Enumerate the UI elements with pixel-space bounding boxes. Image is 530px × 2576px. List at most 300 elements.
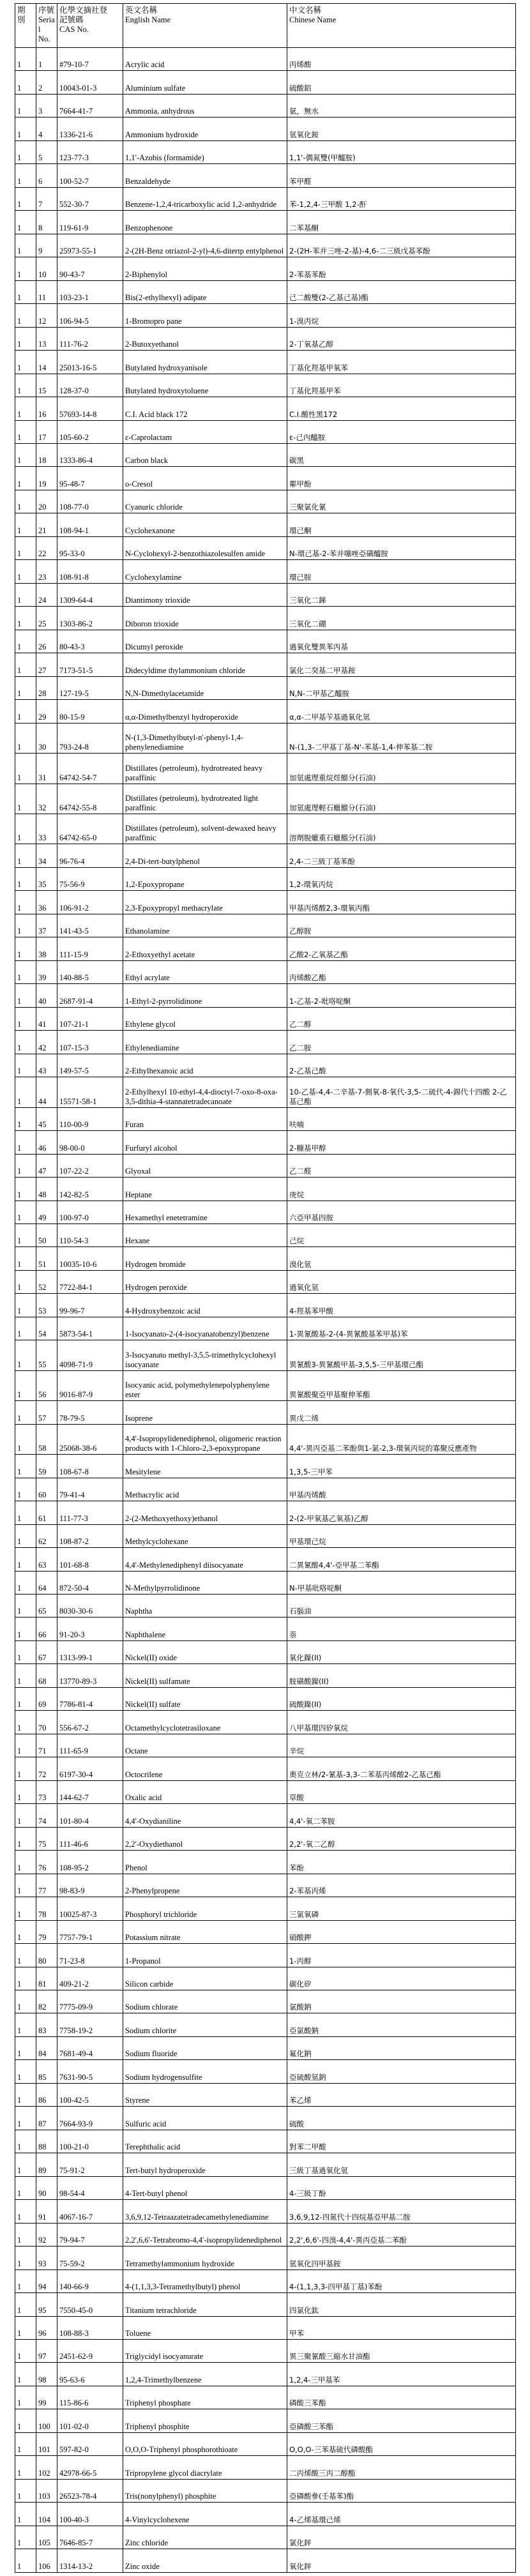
english-name-cell: Nickel(II) sulfate xyxy=(123,1687,287,1710)
cas-no-cell: 2687-91-4 xyxy=(57,984,123,1007)
header-english-name xyxy=(123,4,287,48)
chinese-name-cell: 2,2',6,6'-四溴-4,4'-異丙亞基二苯酚 xyxy=(287,2223,516,2246)
serial-no-cell: 20 xyxy=(36,490,57,513)
english-name-cell: 2,2'-Oxydiethanol xyxy=(123,1827,287,1850)
cas-no-cell: 108-88-3 xyxy=(57,2316,123,2339)
cas-no-cell: 7681-49-4 xyxy=(57,2036,123,2059)
table-row xyxy=(15,71,516,94)
table-row xyxy=(15,164,516,187)
table-row xyxy=(15,1340,516,1370)
serial-no-cell: 19 xyxy=(36,467,57,490)
english-name-cell: Terephthalic acid xyxy=(123,2130,287,2153)
cas-no-cell: 2451-62-9 xyxy=(57,2340,123,2363)
chinese-name-cell: 苯-1,2,4-三甲酸 1,2-酐 xyxy=(287,187,516,210)
header-line: Chinese Name xyxy=(289,15,337,24)
period-cell: 1 xyxy=(15,1317,36,1340)
serial-no-cell: 12 xyxy=(36,304,57,327)
serial-no-cell: 50 xyxy=(36,1224,57,1246)
cas-no-cell: 13770-89-3 xyxy=(57,1664,123,1687)
cas-no-cell: 75-56-9 xyxy=(57,867,123,890)
table-row xyxy=(15,1990,516,2013)
period-cell: 1 xyxy=(15,1455,36,1478)
english-name-cell: Octamethylcyclotetrasiloxane xyxy=(123,1711,287,1734)
serial-no-cell: 64 xyxy=(36,1571,57,1594)
english-name-cell: Benzaldehyde xyxy=(123,164,287,187)
serial-no-cell: 105 xyxy=(36,2526,57,2549)
cas-no-cell: 111-76-2 xyxy=(57,327,123,350)
period-cell: 1 xyxy=(15,420,36,443)
cas-no-cell: 140-88-5 xyxy=(57,960,123,983)
chinese-name-cell: 對苯二甲酸 xyxy=(287,2130,516,2153)
chinese-name-cell: 呋喃 xyxy=(287,1107,516,1130)
table-row xyxy=(15,1270,516,1293)
table-row xyxy=(15,984,516,1007)
table-row xyxy=(15,700,516,723)
period-cell: 1 xyxy=(15,1154,36,1177)
serial-no-cell: 36 xyxy=(36,891,57,914)
english-name-cell: Ethyl acrylate xyxy=(123,960,287,983)
header-line: English Name xyxy=(125,15,171,24)
table-row xyxy=(15,2479,516,2502)
period-cell: 1 xyxy=(15,1711,36,1734)
cas-no-cell: 95-63-6 xyxy=(57,2363,123,2386)
table-row xyxy=(15,257,516,280)
chinese-name-cell: 奧克立林/2-氰基-3,3-二苯基丙烯酸2-乙基己酯 xyxy=(287,1757,516,1780)
table-row xyxy=(15,1851,516,1874)
cas-no-cell: 111-15-9 xyxy=(57,937,123,960)
period-cell: 1 xyxy=(15,2526,36,2549)
serial-no-cell: 71 xyxy=(36,1734,57,1757)
english-name-cell: 2-Ethoxyethyl acetate xyxy=(123,937,287,960)
serial-no-cell: 101 xyxy=(36,2432,57,2455)
period-cell: 1 xyxy=(15,513,36,536)
period-cell: 1 xyxy=(15,2503,36,2526)
period-cell: 1 xyxy=(15,117,36,140)
cas-no-cell: 7646-85-7 xyxy=(57,2526,123,2549)
chinese-name-cell: 苯酚 xyxy=(287,1851,516,1874)
english-name-cell: Distillates (petroleum), hydrotreated light paraffinic xyxy=(123,784,287,814)
chinese-name-cell: 1,1'-偶氮雙(甲醯胺) xyxy=(287,140,516,163)
chinese-name-cell: 異氰酸聚亞甲基聚伸苯酯 xyxy=(287,1370,516,1400)
cas-no-cell: 25013-16-5 xyxy=(57,351,123,374)
period-cell: 1 xyxy=(15,937,36,960)
period-cell: 1 xyxy=(15,1595,36,1618)
table-row xyxy=(15,844,516,867)
period-cell: 1 xyxy=(15,1827,36,1850)
period-cell: 1 xyxy=(15,2107,36,2130)
chinese-name-cell: 硫酸鎳(II) xyxy=(287,1687,516,1710)
chinese-name-cell: 丁基化羥基甲苯 xyxy=(287,374,516,397)
serial-no-cell: 18 xyxy=(36,443,57,466)
table-row xyxy=(15,187,516,210)
table-row xyxy=(15,1224,516,1246)
cas-no-cell: 108-95-2 xyxy=(57,1851,123,1874)
chinese-name-cell: 2-(2H-苯并三唑-2-基)-4,6-二三級戊基苯酚 xyxy=(287,234,516,257)
table-row xyxy=(15,1524,516,1547)
cas-no-cell: 7664-93-9 xyxy=(57,2107,123,2130)
cas-no-cell: 10043-01-3 xyxy=(57,71,123,94)
period-cell: 1 xyxy=(15,1501,36,1524)
table-row xyxy=(15,583,516,606)
serial-no-cell: 56 xyxy=(36,1370,57,1400)
period-cell: 1 xyxy=(15,784,36,814)
english-name-cell: 2-(2H-Benz otriazol-2-yl)-4,6-ditertp entylphenol xyxy=(123,234,287,257)
chinese-name-cell: N-環己基-2-苯并噻唑亞磺醯胺 xyxy=(287,536,516,559)
cas-no-cell: 7758-19-2 xyxy=(57,2013,123,2036)
english-name-cell: 1-Isocyanato-2-(4-isocyanatobenzyl)benzene xyxy=(123,1317,287,1340)
cas-no-cell: 91-20-3 xyxy=(57,1618,123,1640)
table-row xyxy=(15,784,516,814)
serial-no-cell: 98 xyxy=(36,2363,57,2386)
period-cell: 1 xyxy=(15,1201,36,1224)
cas-no-cell: 108-94-1 xyxy=(57,513,123,536)
serial-no-cell: 100 xyxy=(36,2409,57,2432)
table-row xyxy=(15,467,516,490)
table-row xyxy=(15,2036,516,2059)
header-line: 英文名稱 xyxy=(125,6,158,15)
english-name-cell: Carbon black xyxy=(123,443,287,466)
cas-no-cell: 103-23-1 xyxy=(57,280,123,303)
chinese-name-cell: 乙二醛 xyxy=(287,1154,516,1177)
table-row xyxy=(15,1571,516,1594)
serial-no-cell: 35 xyxy=(36,867,57,890)
cas-no-cell: 111-77-3 xyxy=(57,1501,123,1524)
chinese-name-cell: 氧化鋅 xyxy=(287,2549,516,2572)
chinese-name-cell: 10-乙基-4,4-二辛基-7-側氧-8-氧代-3,5-二硫代-4-錫代十四酸 2-乙基己酯 xyxy=(287,1077,516,1107)
cas-no-cell: 7722-84-1 xyxy=(57,1270,123,1293)
cas-no-cell: 79-41-4 xyxy=(57,1478,123,1501)
period-cell: 1 xyxy=(15,1031,36,1054)
header-line: 序號 xyxy=(38,6,55,15)
table-row xyxy=(15,2013,516,2036)
period-cell: 1 xyxy=(15,1990,36,2013)
table-row xyxy=(15,754,516,784)
english-name-cell: Cyclohexylamine xyxy=(123,560,287,583)
chinese-name-cell: 庚烷 xyxy=(287,1178,516,1201)
english-name-cell: Triphenyl phosphite xyxy=(123,2409,287,2432)
chinese-name-cell: 1-乙基-2-吡咯啶酮 xyxy=(287,984,516,1007)
table-row xyxy=(15,1478,516,1501)
english-name-cell: ε-Caprolactam xyxy=(123,420,287,443)
cas-no-cell: 98-54-4 xyxy=(57,2176,123,2199)
chinese-name-cell: 環己酮 xyxy=(287,513,516,536)
cas-no-cell: 57693-14-8 xyxy=(57,397,123,420)
chinese-name-cell: 氫氧化銨 xyxy=(287,117,516,140)
cas-no-cell: 123-77-3 xyxy=(57,140,123,163)
serial-no-cell: 67 xyxy=(36,1640,57,1663)
english-name-cell: Sodium hydrogensulfite xyxy=(123,2060,287,2083)
chinese-name-cell: 加氫處理輕石蠟餾分(石油) xyxy=(287,784,516,814)
english-name-cell: Sodium fluoride xyxy=(123,2036,287,2059)
english-name-cell: Butylated hydroxyanisole xyxy=(123,351,287,374)
table-row xyxy=(15,117,516,140)
table-row xyxy=(15,280,516,303)
cas-no-cell: 8030-30-6 xyxy=(57,1595,123,1618)
chinese-name-cell: 2,2'-氧二乙醇 xyxy=(287,1827,516,1850)
table-row xyxy=(15,1501,516,1524)
chinese-name-cell: 2-(2-甲氧基乙氧基)乙醇 xyxy=(287,1501,516,1524)
cas-no-cell: 140-66-9 xyxy=(57,2269,123,2292)
table-row xyxy=(15,891,516,914)
serial-no-cell: 95 xyxy=(36,2293,57,2316)
serial-no-cell: 26 xyxy=(36,630,57,653)
serial-no-cell: 84 xyxy=(36,2036,57,2059)
serial-no-cell: 82 xyxy=(36,1990,57,2013)
chinese-name-cell: 八甲基環四矽氧烷 xyxy=(287,1711,516,1734)
cas-no-cell: 552-30-7 xyxy=(57,187,123,210)
chinese-name-cell: N-甲基吡咯啶酮 xyxy=(287,1571,516,1594)
period-cell: 1 xyxy=(15,327,36,350)
period-cell: 1 xyxy=(15,2316,36,2339)
chinese-name-cell: 氫氧化四甲基銨 xyxy=(287,2246,516,2269)
serial-no-cell: 10 xyxy=(36,257,57,280)
chinese-name-cell: 2-糠基甲醇 xyxy=(287,1131,516,1154)
table-row xyxy=(15,960,516,983)
period-cell: 1 xyxy=(15,2340,36,2363)
table-row xyxy=(15,94,516,117)
cas-no-cell: 64742-54-7 xyxy=(57,754,123,784)
table-row xyxy=(15,867,516,890)
english-name-cell: Glyoxal xyxy=(123,1154,287,1177)
period-cell: 1 xyxy=(15,2456,36,2479)
english-name-cell: Octocrilene xyxy=(123,1757,287,1780)
serial-no-cell: 39 xyxy=(36,960,57,983)
chinese-name-cell: 甲苯 xyxy=(287,2316,516,2339)
cas-no-cell: 99-96-7 xyxy=(57,1294,123,1317)
period-cell: 1 xyxy=(15,234,36,257)
table-header-row xyxy=(15,4,516,48)
period-cell: 1 xyxy=(15,1478,36,1501)
serial-no-cell: 45 xyxy=(36,1107,57,1130)
period-cell: 1 xyxy=(15,1571,36,1594)
table-row xyxy=(15,1548,516,1571)
cas-no-cell: 7786-81-4 xyxy=(57,1687,123,1710)
table-row xyxy=(15,1077,516,1107)
chinese-name-cell: 氯化二癸基二甲基銨 xyxy=(287,653,516,676)
table-row xyxy=(15,937,516,960)
table-row xyxy=(15,2316,516,2339)
chinese-name-cell: 丙烯酸 xyxy=(287,48,516,71)
english-name-cell: 2-(2-Methoxyethoxy)ethanol xyxy=(123,1501,287,1524)
table-row xyxy=(15,1687,516,1710)
cas-no-cell: 10025-87-3 xyxy=(57,1897,123,1920)
chinese-name-cell: 溶劑脫蠟重石蠟餾分(石油) xyxy=(287,814,516,844)
chinese-name-cell: 辛烷 xyxy=(287,1734,516,1757)
cas-no-cell: 108-77-0 xyxy=(57,490,123,513)
english-name-cell: Benzophenone xyxy=(123,211,287,234)
table-row xyxy=(15,2340,516,2363)
serial-no-cell: 32 xyxy=(36,784,57,814)
chinese-name-cell: 三級丁基過氧化氫 xyxy=(287,2153,516,2176)
english-name-cell: Aluminium sulfate xyxy=(123,71,287,94)
english-name-cell: Diboron trioxide xyxy=(123,607,287,630)
table-row xyxy=(15,211,516,234)
chinese-name-cell: 硫酸鋁 xyxy=(287,71,516,94)
period-cell: 1 xyxy=(15,723,36,753)
table-row xyxy=(15,1640,516,1663)
cas-no-cell: 1309-64-4 xyxy=(57,583,123,606)
cas-no-cell: 793-24-8 xyxy=(57,723,123,753)
chinese-name-cell: 甲基丙烯酸2,3-環氧丙酯 xyxy=(287,891,516,914)
serial-no-cell: 42 xyxy=(36,1031,57,1054)
cas-no-cell: 98-83-9 xyxy=(57,1874,123,1897)
cas-no-cell: 141-43-5 xyxy=(57,914,123,937)
cas-no-cell: 6197-30-4 xyxy=(57,1757,123,1780)
table-row xyxy=(15,1317,516,1340)
chinese-name-cell: 2-苯基苯酚 xyxy=(287,257,516,280)
english-name-cell: Sodium chlorite xyxy=(123,2013,287,2036)
serial-no-cell: 21 xyxy=(36,513,57,536)
chinese-name-cell: 2-乙基己酸 xyxy=(287,1054,516,1077)
english-name-cell: Silicon carbide xyxy=(123,1967,287,1990)
chinese-name-cell: 過氧化雙異苯丙基 xyxy=(287,630,516,653)
serial-no-cell: 57 xyxy=(36,1401,57,1424)
serial-no-cell: 60 xyxy=(36,1478,57,1501)
chinese-name-cell: 1,2,4-三甲基苯 xyxy=(287,2363,516,2386)
serial-no-cell: 31 xyxy=(36,754,57,784)
english-name-cell: Nickel(II) sulfamate xyxy=(123,1664,287,1687)
english-name-cell: 3,6,9,12-Tetraazatetradecamethylenediamine xyxy=(123,2200,287,2223)
english-name-cell: 2,2',6,6'-Tetrabromo-4,4'-isopropylidenediphenol xyxy=(123,2223,287,2246)
period-cell: 1 xyxy=(15,1734,36,1757)
table-row xyxy=(15,1595,516,1618)
period-cell: 1 xyxy=(15,1401,36,1424)
cas-no-cell: 106-91-2 xyxy=(57,891,123,914)
cas-no-cell: 15571-58-1 xyxy=(57,1077,123,1107)
table-row xyxy=(15,1107,516,1130)
english-name-cell: 3-Isocyanato methyl-3,5,5-trimethylcyclohexyl isocyanate xyxy=(123,1340,287,1370)
table-row xyxy=(15,560,516,583)
english-name-cell: Heptane xyxy=(123,1178,287,1201)
chinese-name-cell: 氟化鈉 xyxy=(287,2036,516,2059)
period-cell: 1 xyxy=(15,960,36,983)
period-cell: 1 xyxy=(15,1424,36,1454)
chinese-name-cell: 六亞甲基四胺 xyxy=(287,1201,516,1224)
chinese-name-cell: 亞磷酸參(壬基苯)酯 xyxy=(287,2479,516,2502)
table-row xyxy=(15,1827,516,1850)
period-cell: 1 xyxy=(15,2246,36,2269)
period-cell: 1 xyxy=(15,1640,36,1663)
header-line: 記號碼 xyxy=(59,15,84,24)
table-row xyxy=(15,1131,516,1154)
table-row xyxy=(15,397,516,420)
period-cell: 1 xyxy=(15,2479,36,2502)
table-row xyxy=(15,2386,516,2409)
chinese-name-cell: 1,2-環氧丙烷 xyxy=(287,867,516,890)
english-name-cell: Phenol xyxy=(123,1851,287,1874)
english-name-cell: Diantimony trioxide xyxy=(123,583,287,606)
period-cell: 1 xyxy=(15,187,36,210)
table-row xyxy=(15,490,516,513)
cas-no-cell: 100-42-5 xyxy=(57,2083,123,2106)
english-name-cell: N-Methylpyrrolidinone xyxy=(123,1571,287,1594)
serial-no-cell: 93 xyxy=(36,2246,57,2269)
serial-no-cell: 5 xyxy=(36,140,57,163)
english-name-cell: Ethylenediamine xyxy=(123,1031,287,1054)
cas-no-cell: 9016-87-9 xyxy=(57,1370,123,1400)
chinese-name-cell: 三聚氯化氰 xyxy=(287,490,516,513)
serial-no-cell: 59 xyxy=(36,1455,57,1478)
period-cell: 1 xyxy=(15,1874,36,1897)
chinese-name-cell: α,α-二甲基苄基過氧化氫 xyxy=(287,700,516,723)
table-row xyxy=(15,2269,516,2292)
serial-no-cell: 37 xyxy=(36,914,57,937)
period-cell: 1 xyxy=(15,1007,36,1030)
serial-no-cell: 70 xyxy=(36,1711,57,1734)
serial-no-cell: 14 xyxy=(36,351,57,374)
table-row xyxy=(15,443,516,466)
chinese-name-cell: 丁基化羥基甲氧苯 xyxy=(287,351,516,374)
table-row xyxy=(15,2503,516,2526)
chinese-name-cell: 胺磺酸鎳(II) xyxy=(287,1664,516,1687)
serial-no-cell: 25 xyxy=(36,607,57,630)
serial-no-cell: 78 xyxy=(36,1897,57,1920)
period-cell: 1 xyxy=(15,443,36,466)
period-cell: 1 xyxy=(15,2060,36,2083)
cas-no-cell: 101-80-4 xyxy=(57,1804,123,1827)
serial-no-cell: 61 xyxy=(36,1501,57,1524)
serial-no-cell: 77 xyxy=(36,1874,57,1897)
table-row xyxy=(15,1007,516,1030)
serial-no-cell: 58 xyxy=(36,1424,57,1454)
period-cell: 1 xyxy=(15,490,36,513)
chinese-name-cell: 石腦油 xyxy=(287,1595,516,1618)
english-name-cell: Hydrogen bromide xyxy=(123,1247,287,1270)
table-row xyxy=(15,536,516,559)
cas-no-cell: 101-68-8 xyxy=(57,1548,123,1571)
cas-no-cell: 110-54-3 xyxy=(57,1224,123,1246)
period-cell: 1 xyxy=(15,984,36,1007)
serial-no-cell: 94 xyxy=(36,2269,57,2292)
table-row xyxy=(15,1734,516,1757)
chinese-name-cell: 亞磷酸三苯酯 xyxy=(287,2409,516,2432)
header-period xyxy=(15,4,36,48)
serial-no-cell: 74 xyxy=(36,1804,57,1827)
table-row xyxy=(15,1401,516,1424)
cas-no-cell: 101-02-0 xyxy=(57,2409,123,2432)
english-name-cell: Distillates (petroleum), hydrotreated heavy paraffinic xyxy=(123,754,287,784)
english-name-cell: Bis(2-ethylhexyl) adipate xyxy=(123,280,287,303)
serial-no-cell: 33 xyxy=(36,814,57,844)
table-row xyxy=(15,1944,516,1967)
chinese-name-cell: 氨，無水 xyxy=(287,94,516,117)
table-row xyxy=(15,1455,516,1478)
serial-no-cell: 85 xyxy=(36,2060,57,2083)
cas-no-cell: 95-48-7 xyxy=(57,467,123,490)
english-name-cell: Hexamethyl enetetramine xyxy=(123,1201,287,1224)
cas-no-cell: 75-91-2 xyxy=(57,2153,123,2176)
chinese-name-cell: 磷酸三苯酯 xyxy=(287,2386,516,2409)
header-line: 中文名稱 xyxy=(289,6,322,15)
english-name-cell: 2,4-Di-tert-butylphenol xyxy=(123,844,287,867)
header-line: No. xyxy=(38,34,50,43)
period-cell: 1 xyxy=(15,653,36,676)
table-row xyxy=(15,1054,516,1077)
serial-no-cell: 79 xyxy=(36,1920,57,1943)
english-name-cell: α,α-Dimethylbenzyl hydroperoxide xyxy=(123,700,287,723)
english-name-cell: 2-Butoxyethanol xyxy=(123,327,287,350)
period-cell: 1 xyxy=(15,1687,36,1710)
cas-no-cell: 25068-38-6 xyxy=(57,1424,123,1454)
cas-no-cell: 111-65-9 xyxy=(57,1734,123,1757)
header-line: 期 xyxy=(17,6,26,15)
chinese-name-cell: 溴化氫 xyxy=(287,1247,516,1270)
table-row xyxy=(15,140,516,163)
english-name-cell: 2-Phenylpropene xyxy=(123,1874,287,1897)
cas-no-cell: 107-21-1 xyxy=(57,1007,123,1030)
period-cell: 1 xyxy=(15,2386,36,2409)
table-row xyxy=(15,420,516,443)
